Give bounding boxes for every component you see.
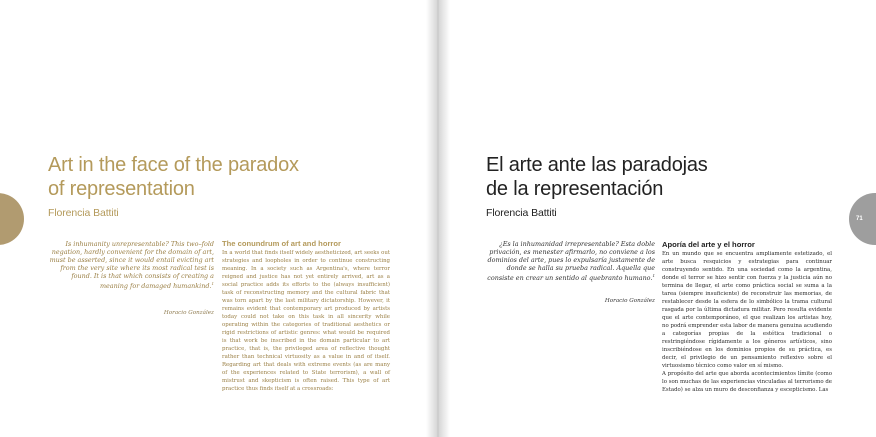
- epigraph-text: ¿Es la inhumanidad irrepresentable? Esta doble privación, es menester afirmarlo, no conviene a los dominios del arte, pues lo expulsaría justamente de donde se halla su prueba radical. Aquella que consiste en crear un sentido al quebranto humano.: [487, 240, 655, 283]
- page-number-tab: [849, 193, 876, 245]
- epigraph-author: Horacio González: [604, 298, 655, 304]
- epigraph-author: Horacio González: [163, 310, 214, 316]
- page-number-tab: [0, 193, 24, 245]
- title-line-1: El arte ante las paradojas: [486, 154, 708, 176]
- author-name: Florencia Battiti: [48, 207, 119, 219]
- book-gutter-shadow: [426, 0, 450, 437]
- body-text: [222, 249, 390, 393]
- title-line-2: of representation: [48, 178, 195, 200]
- body-paragraph: A propósito del arte que aborda acontecimientos límite (como lo son muchas de las experiencias vinculadas al terrorismo de Estado) se alza un muro de desconfianza y escepticismo. Las: [662, 371, 832, 393]
- section-heading: The conundrum of art and horror: [222, 239, 341, 248]
- title-line-1: Art in the face of the paradox: [48, 154, 299, 176]
- author-name: Florencia Battiti: [486, 207, 557, 219]
- epigraph-text: Is inhumanity unrepresentable? This two–fold negation, hardly convenient for the domain of art, must be asserted, since it would entail evicting art from the very site where its most radical test is found. It is that which consists of creating a meaning for damaged humankind.: [49, 240, 214, 291]
- left-page: [0, 0, 437, 437]
- epigraph: [483, 240, 655, 282]
- article-title: [48, 153, 299, 201]
- section-heading: Aporía del arte y el horror: [662, 240, 755, 249]
- body-text: [662, 250, 832, 394]
- epigraph: [48, 240, 214, 290]
- right-page: [439, 0, 876, 437]
- body-paragraph: In a world that finds itself widely aestheticized, art seeks out strategies and loopholes in order to continue constructing meaning. In a society such as Argentina's, where terror reigned and justice has not yet entirely arrived, art as a social practice adds its efforts to the (always insufficient) task of reconstructing memory and the cultural fabric that was torn apart by the last military dictatorship. However, it remains evident that contemporary art produced by artists today could not take on this task in all sincerity while operating within the categories of traditional aesthetics or rigid restrictions of artistic genres: what would be required is that work be inscribed in the domain particular to art practice, that is, the privileged area of reflective thought rather than technical virtuosity as a value in and of itself. Regarding art that deals with extreme events (as are many of the experiences related to State terrorism), a wall of mistrust and skepticism is often raised. This type of art practice thus finds itself at a crossroads:: [222, 250, 390, 392]
- footnote-marker: 1: [652, 273, 655, 278]
- footnote-marker: 1: [211, 281, 214, 286]
- title-line-2: de la representación: [486, 178, 664, 200]
- body-paragraph: En un mundo que se encuentra ampliamente estetizado, el arte busca resquicios y estrategias para continuar construyendo sentido. En una sociedad como la argentina, donde el terror se hizo sentir con fuerza y la justicia aún no termina de llegar, el arte como práctica social se suma a la tarea (siempre insuficiente) de reconstruir las memorias, de restablecer desde la esfera de lo simbólico la trama cultural rasgada por la última dictadura militar. Pero resulta evidente que el arte contemporáneo, el que realizan los artistas hoy, no podrá emprender esta labor de manera genuina acudiendo a categorías propias de la estética tradicional o restringiéndose rígidamente a los géneros artísticos, sino inscribiéndose en los dominios propios de su práctica, es decir, el privilegio de un pensamiento reflexivo sobre el virtuosismo técnico como valor en sí mismo.: [662, 251, 832, 369]
- article-title: [486, 153, 708, 201]
- page-number: 71: [856, 216, 863, 222]
